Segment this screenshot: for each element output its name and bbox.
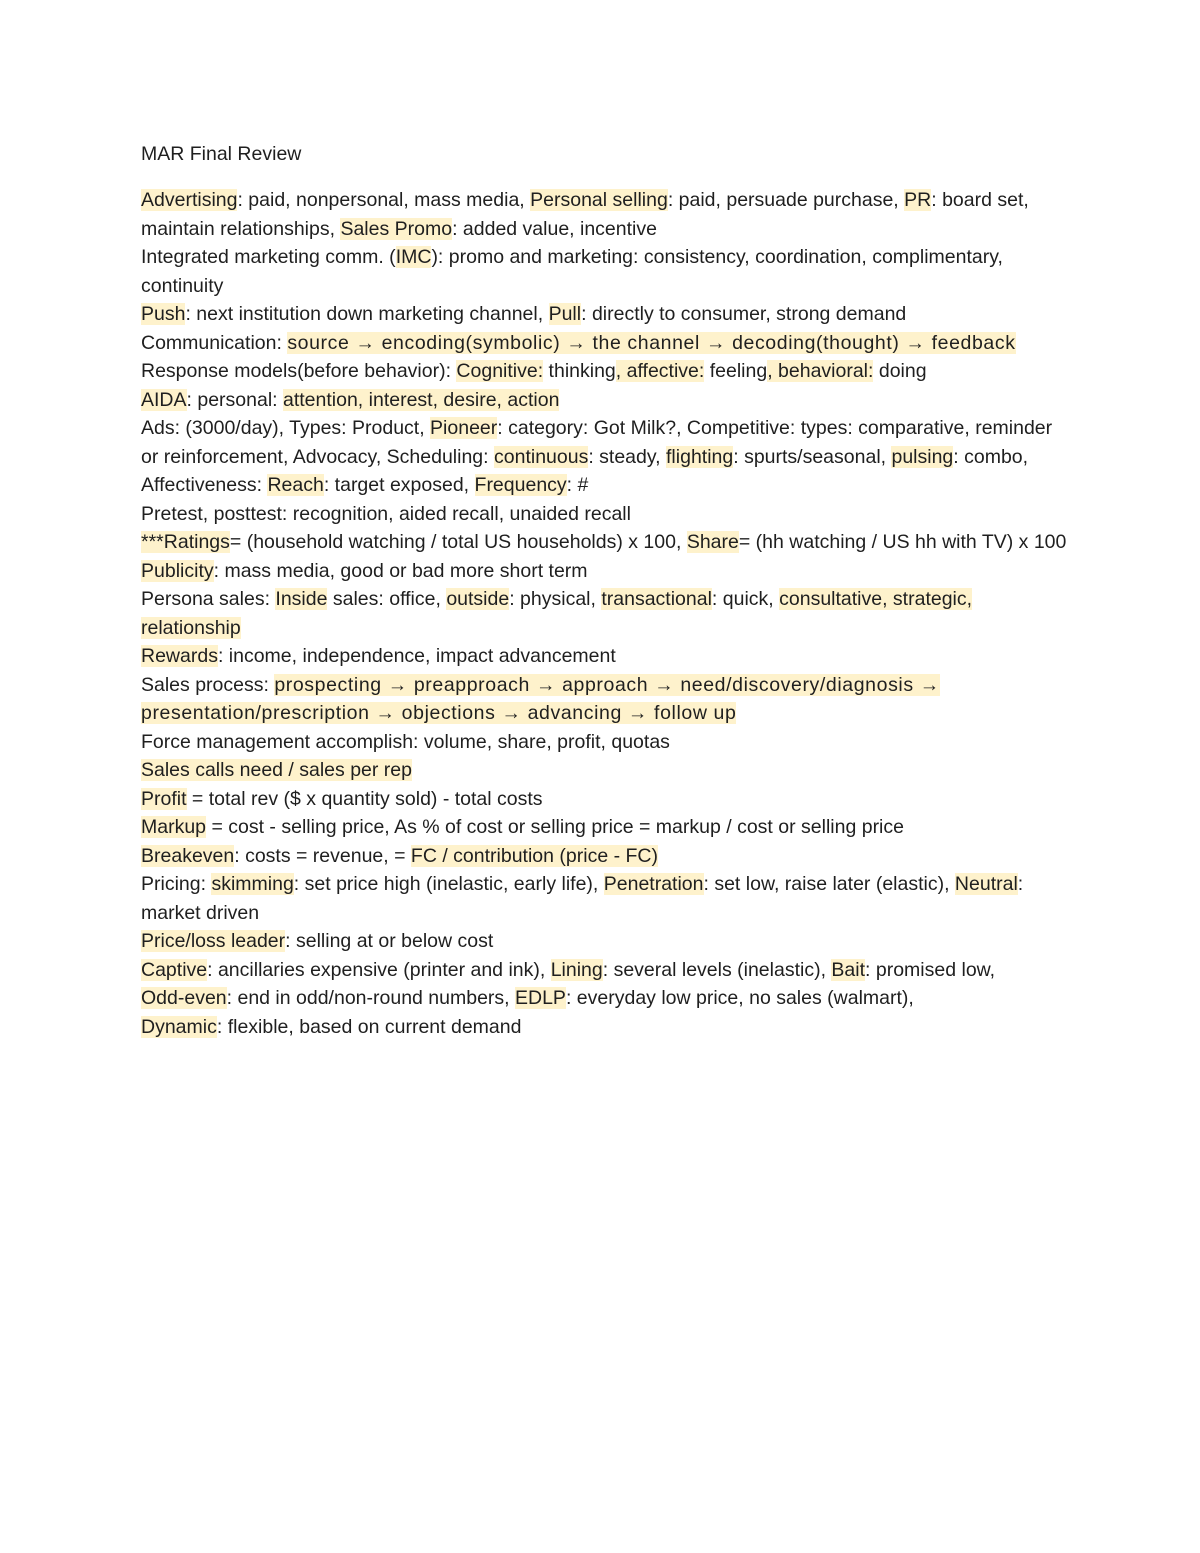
text-run: : board set, maintain relationships, — [141, 189, 1029, 240]
text-run: : paid, persuade purchase, — [667, 189, 905, 211]
paragraph — [141, 500, 1071, 529]
paragraph — [141, 927, 1071, 956]
highlighted-text: source → encoding(symbolic) → the channel → decoding(thought) → feedback — [287, 331, 1016, 354]
highlighted-text: , affective: — [615, 360, 705, 382]
text-run: : mass media, good or bad more short term — [213, 559, 588, 582]
paragraph — [141, 756, 1071, 785]
text-run: : income, independence, impact advancement — [217, 645, 616, 667]
text-run: Integrated marketing comm. ( — [141, 246, 396, 268]
highlighted-text: Profit — [141, 787, 187, 810]
highlighted-text: flighting — [666, 445, 734, 468]
text-run: : promised low, — [865, 958, 996, 981]
highlighted-text: Breakeven — [141, 844, 235, 867]
paragraph — [141, 414, 1071, 500]
text-run: : spurts/seasonal, — [733, 445, 892, 468]
text-run: : directly to consumer, strong demand — [581, 303, 907, 325]
text-run: : costs = revenue, = — [234, 844, 411, 867]
text-run: : # — [566, 474, 589, 496]
text-run: : combo, Affectiveness: — [141, 445, 1029, 496]
highlighted-text: Reach — [267, 474, 324, 496]
document-title: MAR Final Review — [141, 143, 302, 165]
highlighted-text: IMC — [395, 246, 432, 268]
highlighted-text: Personal selling — [530, 189, 668, 211]
highlighted-text: Push — [141, 303, 186, 325]
paragraph — [141, 585, 1071, 642]
text-run: = (household watching / total US households) x 100, — [229, 531, 687, 553]
text-run: : paid, nonpersonal, mass media, — [237, 189, 531, 211]
paragraph — [141, 870, 1071, 927]
paragraph — [141, 1013, 1071, 1042]
highlighted-text: , behavioral: — [767, 360, 874, 382]
highlighted-text: Markup — [141, 816, 207, 838]
highlighted-text: Odd-even — [141, 987, 227, 1009]
text-run: : physical, — [509, 588, 602, 610]
paragraph — [141, 842, 1071, 871]
highlighted-text: Lining — [550, 958, 603, 981]
paragraph — [141, 300, 1071, 329]
document-body — [141, 186, 1071, 1041]
text-run: Pretest, posttest: recognition, aided recall, unaided recall — [141, 502, 631, 525]
highlighted-text: AIDA — [141, 388, 187, 411]
paragraph — [141, 357, 1071, 386]
paragraph — [141, 528, 1071, 557]
text-run: Pricing: — [141, 873, 212, 895]
highlighted-text: Advertising — [141, 189, 238, 211]
text-run: Ads: (3000/day), Types: Product, — [141, 417, 431, 439]
highlighted-text: attention, interest, desire, action — [283, 388, 560, 411]
text-run: thinking — [543, 360, 616, 382]
highlighted-text: Sales Promo — [340, 217, 453, 240]
text-run: : selling at or below cost — [285, 930, 494, 952]
paragraph — [141, 329, 1071, 358]
highlighted-text: Publicity — [141, 559, 214, 582]
text-run: Sales process: — [141, 673, 275, 696]
text-run: = cost - selling price, As % of cost or selling price = markup / cost or selling price — [206, 816, 904, 838]
text-run: : target exposed, — [323, 474, 475, 496]
text-run: : everyday low price, no sales (walmart), — [565, 987, 914, 1009]
highlighted-text: pulsing — [891, 445, 954, 468]
text-run: feeling — [704, 360, 768, 382]
text-run: : several levels (inelastic), — [602, 958, 832, 981]
highlighted-text: Inside — [275, 588, 328, 610]
text-run: : market driven — [141, 873, 1024, 924]
text-run: Persona sales: — [141, 588, 276, 610]
text-run: : flexible, based on current demand — [216, 1015, 522, 1038]
paragraph — [141, 671, 1071, 728]
highlighted-text: Sales calls need / sales per rep — [141, 759, 412, 781]
highlighted-text: Dynamic — [141, 1015, 217, 1038]
highlighted-text: skimming — [211, 873, 294, 895]
highlighted-text: consultative, strategic, relationship — [141, 588, 973, 639]
text-run: sales: office, — [327, 588, 447, 610]
document-content — [141, 141, 1071, 1041]
highlighted-text: Rewards — [141, 645, 218, 667]
paragraph — [141, 186, 1071, 243]
highlighted-text: FC / contribution (price - FC) — [410, 844, 658, 867]
paragraph — [141, 557, 1071, 586]
text-run: : set low, raise later (elastic), — [703, 873, 955, 895]
text-run: : added value, incentive — [452, 217, 657, 240]
text-run: = (hh watching / US hh with TV) x 100 — [738, 531, 1067, 553]
highlighted-text: Cognitive: — [456, 360, 544, 382]
highlighted-text: prospecting → preapproach → approach → need/discovery/diagnosis → presentation/prescription → objections → advancing → follow up — [141, 673, 940, 724]
text-run: : quick, — [711, 588, 780, 610]
text-run: : category: Got Milk?, Competitive: types: comparative, reminder or reinforcement, Advocacy, Scheduling: — [141, 417, 1053, 468]
highlighted-text: continuous — [494, 445, 589, 468]
highlighted-text: Frequency — [474, 474, 567, 496]
highlighted-text: transactional — [601, 588, 712, 610]
text-run: = total rev ($ x quantity sold) - total costs — [186, 787, 543, 810]
highlighted-text: Price/loss leader — [141, 930, 286, 952]
paragraph — [141, 785, 1071, 814]
paragraph — [141, 984, 1071, 1013]
text-run: : personal: — [186, 388, 283, 411]
text-run: : steady, — [588, 445, 667, 468]
paragraph — [141, 728, 1071, 757]
text-run: Communication: — [141, 331, 288, 354]
highlighted-text: EDLP — [515, 987, 566, 1009]
paragraph — [141, 642, 1071, 671]
highlighted-text: Share — [686, 531, 739, 553]
highlighted-text: PR — [904, 189, 932, 211]
paragraph — [141, 386, 1071, 415]
highlighted-text: Penetration — [603, 873, 704, 895]
paragraph — [141, 243, 1071, 300]
text-run: doing — [873, 360, 927, 382]
text-run: : next institution down marketing channel, — [185, 303, 549, 325]
text-run: Force management accomplish: volume, share, profit, quotas — [141, 730, 670, 753]
text-run: ): promo and marketing: consistency, coordination, complimentary, continuity — [141, 246, 1003, 297]
highlighted-text: Neutral — [954, 873, 1018, 895]
highlighted-text: ***Ratings — [141, 531, 230, 553]
paragraph — [141, 956, 1071, 985]
highlighted-text: Bait — [831, 958, 866, 981]
text-run: : ancillaries expensive (printer and ink), — [207, 958, 551, 981]
text-run: : set price high (inelastic, early life), — [293, 873, 604, 895]
highlighted-text: Pioneer — [430, 417, 498, 439]
paragraph — [141, 813, 1071, 842]
highlighted-text: Pull — [548, 303, 582, 325]
highlighted-text: outside — [446, 588, 510, 610]
text-run: Response models(before behavior): — [141, 360, 457, 382]
highlighted-text: Captive — [141, 958, 208, 981]
text-run: : end in odd/non-round numbers, — [226, 987, 515, 1009]
